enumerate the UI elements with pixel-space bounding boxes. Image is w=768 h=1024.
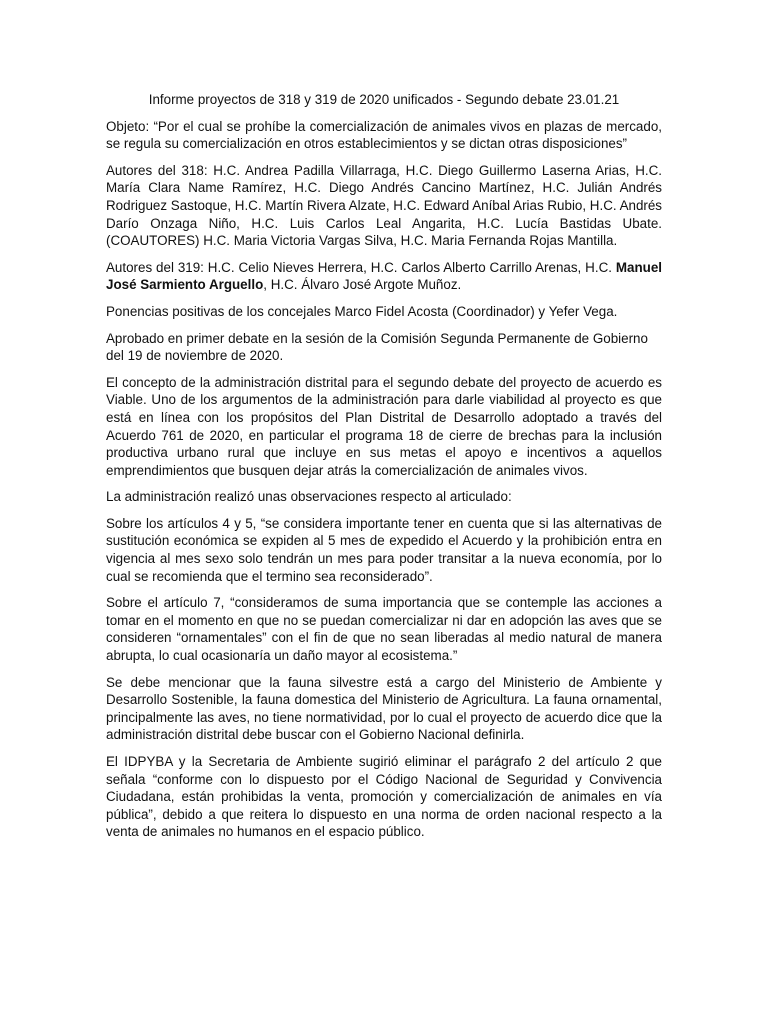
autores-319-prefix: Autores del 319: H.C. Celio Nieves Herrera, H.C. Carlos Alberto Carrillo Arenas, H.C. xyxy=(106,259,616,275)
fauna-paragraph: Se debe mencionar que la fauna silvestre está a cargo del Ministerio de Ambiente y Desarrollo Sostenible, la fauna domestica del Ministerio de Agricultura. La fauna ornamental, principalmente las aves, no tiene normatividad, por lo cual el proyecto de acuerdo dice que la administración distrital debe buscar con el Gobierno Nacional definirla. xyxy=(106,674,662,743)
articulo-7-paragraph: Sobre el artículo 7, “consideramos de suma importancia que se contemple las acciones a tomar en el momento en que no se puedan comercializar ni dar en adopción las aves que se consideren “ornamentales” con el fin de que no sean liberadas al medio natural de manera abrupta, lo cual ocasionaría un daño mayor al ecosistema.” xyxy=(106,595,662,664)
idpyba-paragraph: El IDPYBA y la Secretaria de Ambiente sugirió eliminar el parágrafo 2 del artículo 2 que señala “conforme con lo dispuesto por el Código Nacional de Seguridad y Convivencia Ciudadana, están prohibidas la venta, promoción y comercialización de animales en vía pública”, debido a que reitera lo dispuesto en una norma de orden nacional respecto a la venta de animales no humanos en el espacio público. xyxy=(106,754,662,840)
autores-319-bold-name: Manuel José Sarmiento Arguello xyxy=(106,259,662,293)
document-page xyxy=(106,91,662,850)
autores-319-suffix: , H.C. Álvaro José Argote Muñoz. xyxy=(263,277,462,293)
aprobado-paragraph: Aprobado en primer debate en la sesión de la Comisión Segunda Permanente de Gobierno del 19 de noviembre de 2020. xyxy=(106,330,648,364)
document-title: Informe proyectos de 318 y 319 de 2020 unificados - Segundo debate 23.01.21 xyxy=(148,92,620,107)
autores-319-paragraph xyxy=(106,259,662,294)
articulos-4-5-paragraph: Sobre los artículos 4 y 5, “se considera importante tener en cuenta que si las alternativas de sustitución económica se expiden al 5 mes de expedido el Acuerdo y la prohibición entra en vigencia al mes sexo solo tendrán un mes para poder transitar a la nueva economía, por lo cual se recomienda que el termino sea reconsiderado”. xyxy=(106,515,662,584)
observaciones-paragraph: La administración realizó unas observaciones respecto al articulado: xyxy=(106,489,512,505)
objeto-paragraph: Objeto: “Por el cual se prohíbe la comercialización de animales vivos en plazas de mercado, se regula su comercialización en otros establecimientos y se dictan otras disposiciones” xyxy=(106,118,662,152)
ponencias-paragraph: Ponencias positivas de los concejales Marco Fidel Acosta (Coordinador) y Yefer Vega. xyxy=(106,303,618,319)
concepto-paragraph: El concepto de la administración distrital para el segundo debate del proyecto de acuerdo es Viable. Uno de los argumentos de la administración para darle viabilidad al proyecto es que está en línea con los propósitos del Plan Distrital de Desarrollo adoptado a través del Acuerdo 761 de 2020, en particular el programa 18 de cierre de brechas para la inclusión productiva urbano rural que incluye en sus metas el apoyo e incentivos a aquellos emprendimientos que busquen dejar atrás la comercialización de animales vivos. xyxy=(106,374,662,478)
autores-318-paragraph: Autores del 318: H.C. Andrea Padilla Villarraga, H.C. Diego Guillermo Laserna Arias, H.C. María Clara Name Ramírez, H.C. Diego Andrés Cancino Martínez, H.C. Julián Andrés Rodriguez Sastoque, H.C. Martín Rivera Alzate, H.C. Edward Aníbal Arias Rubio, H.C. Andrés Darío Onzaga Niño, H.C. Luis Carlos Leal Angarita, H.C. Lucía Bastidas Ubate. (COAUTORES) H.C. Maria Victoria Vargas Silva, H.C. Maria Fernanda Rojas Mantilla. xyxy=(106,162,662,249)
